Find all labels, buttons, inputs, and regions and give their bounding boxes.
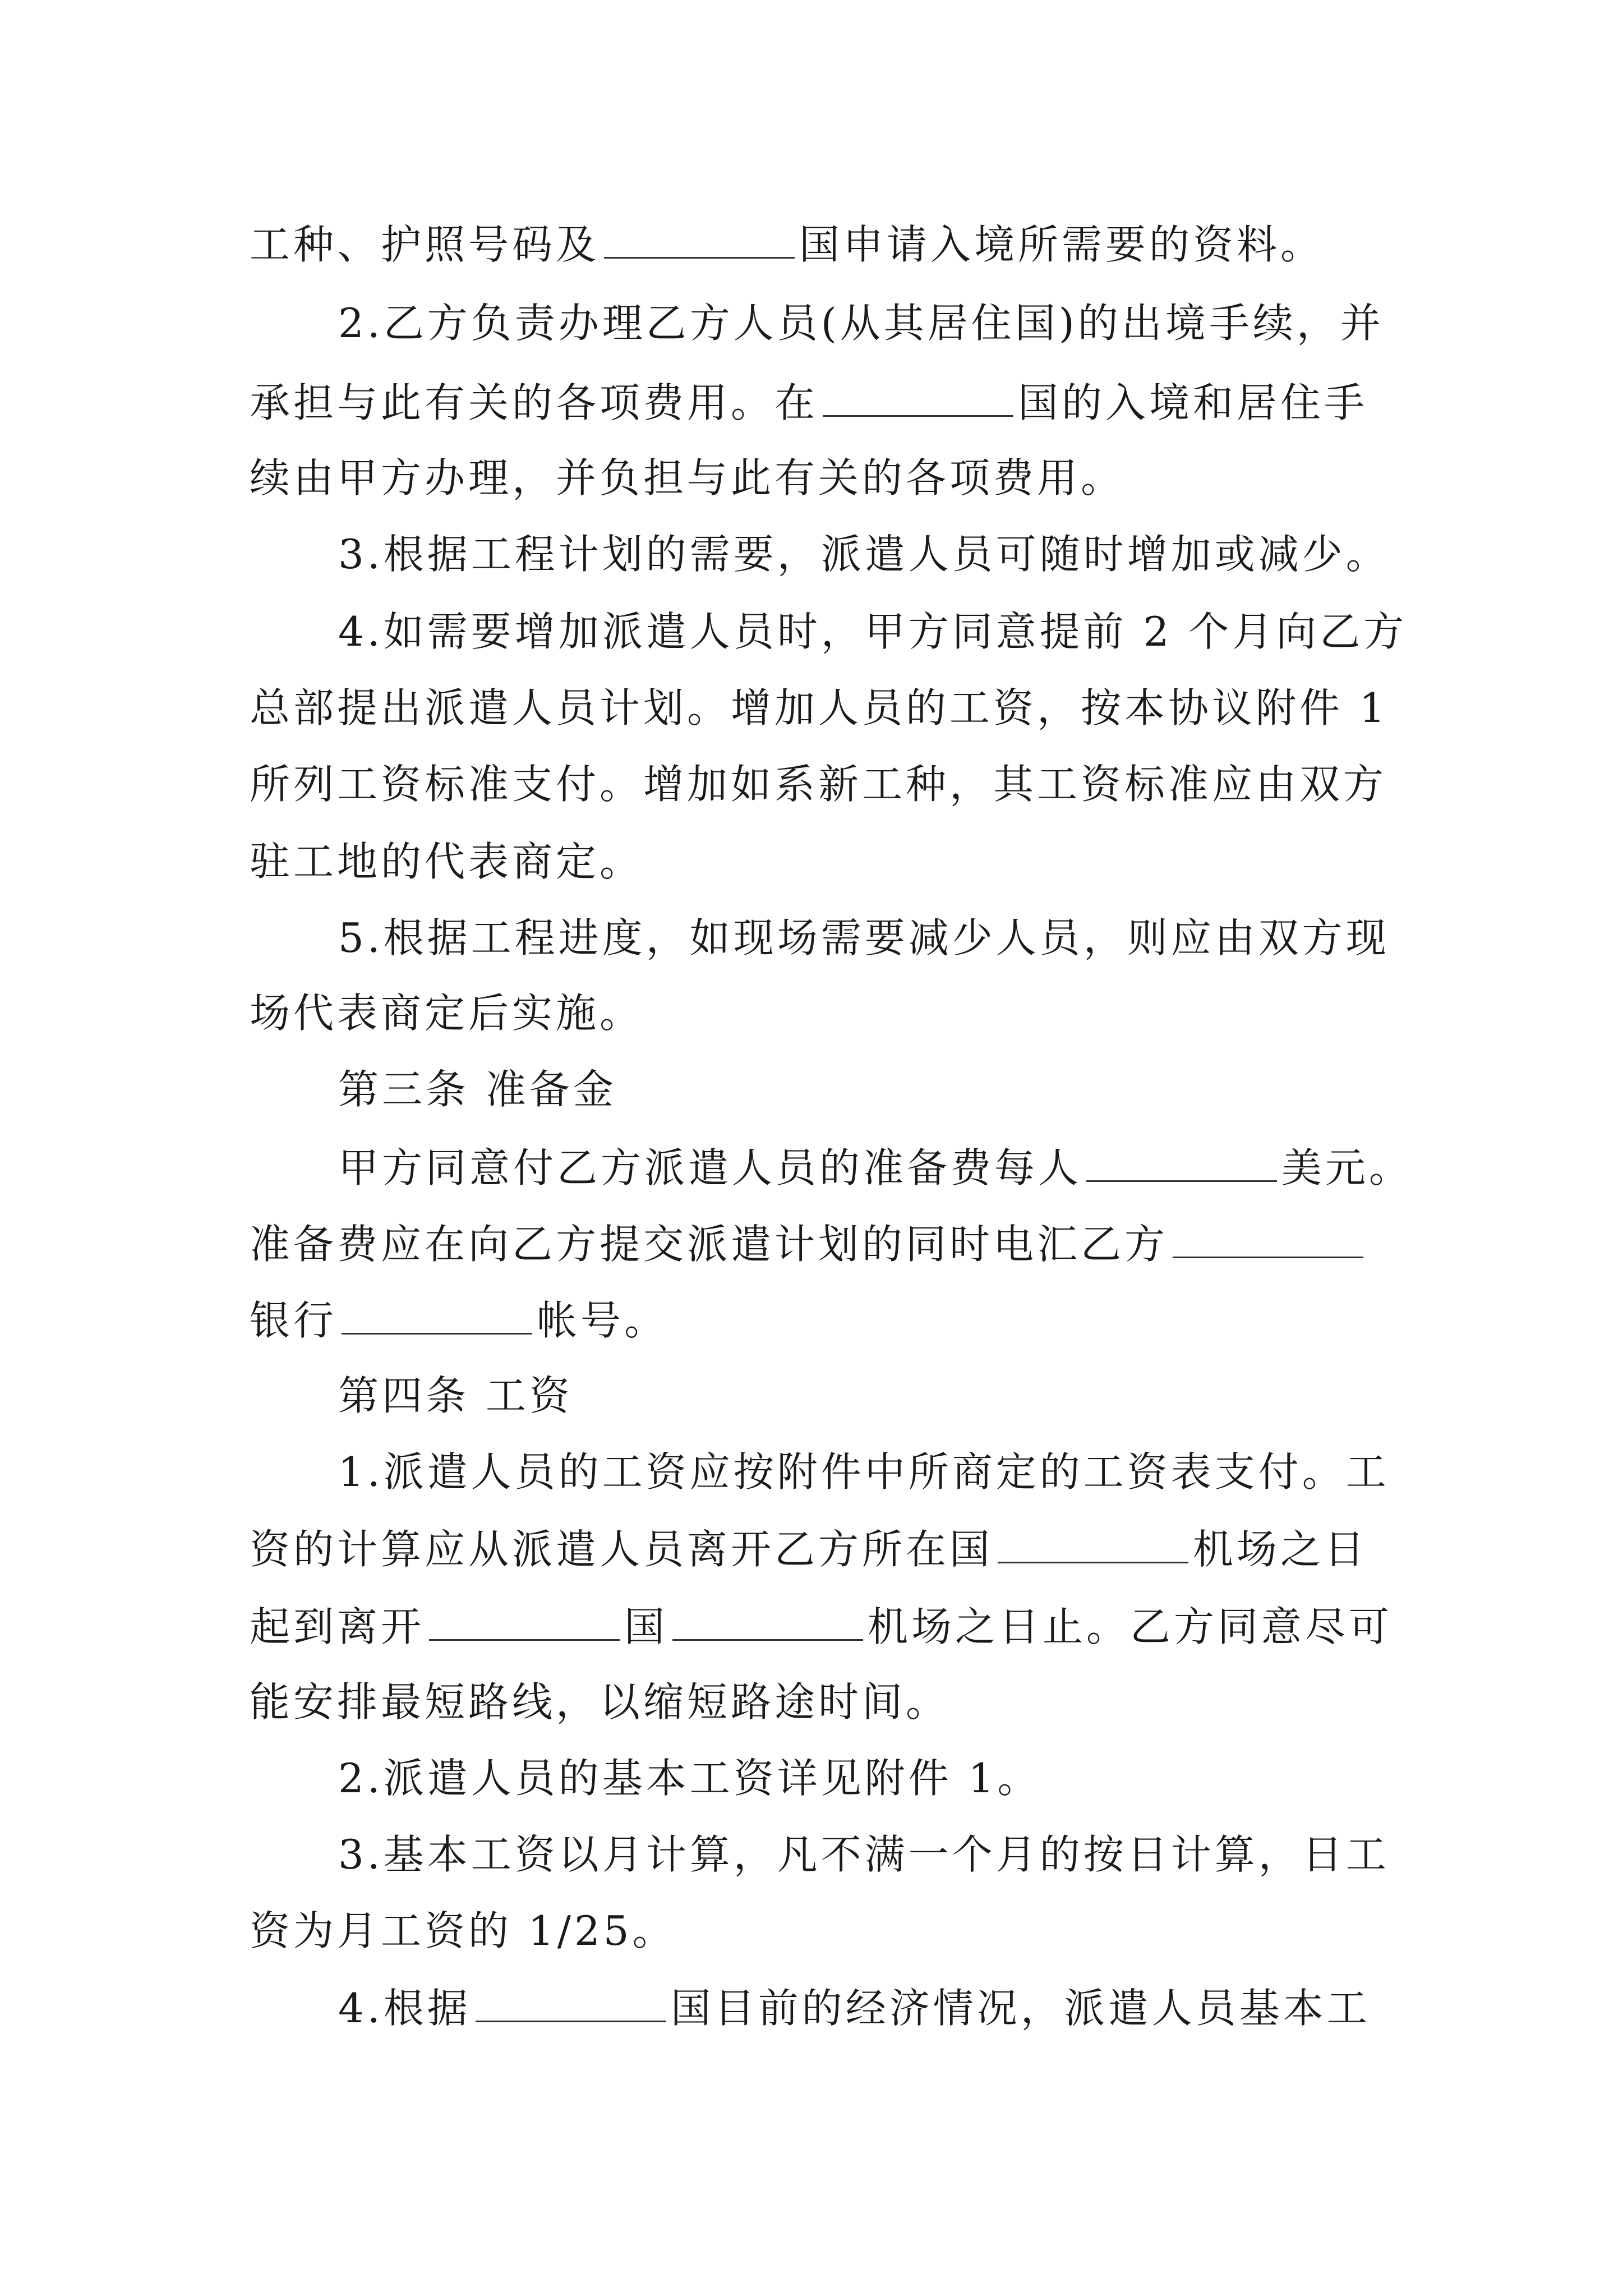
- text-line: 3.根据工程计划的需要，派遣人员可随时增加或减少。: [338, 531, 1390, 578]
- fill-in-blank: [823, 381, 1013, 417]
- fill-in-blank: [604, 223, 795, 259]
- fill-in-blank: [1086, 1147, 1277, 1182]
- fill-in-blank: [998, 1528, 1188, 1563]
- text-line: 4.如需要增加派遣人员时，甲方同意提前 2 个月向乙方: [338, 608, 1408, 655]
- text-line: 工种、护照号码及 国申请入境所需要的资料。: [250, 221, 1325, 268]
- text-line: 所列工资标准支付。增加如系新工种，其工资标准应由双方: [250, 761, 1387, 808]
- text-line: 银行 帐号。: [250, 1297, 668, 1344]
- text-line: 5.根据工程进度，如现场需要减少人员，则应由双方现: [338, 914, 1390, 961]
- fill-in-blank: [672, 1605, 863, 1641]
- text-line: 4.根据 国目前的经济情况，派遣人员基本工: [338, 1985, 1371, 2032]
- section-heading: 第四条 工资: [338, 1372, 573, 1419]
- text-line: 甲方同意付乙方派遣人员的准备费每人 美元。: [338, 1144, 1413, 1191]
- section-heading: 第三条 准备金: [338, 1066, 617, 1113]
- text-line: 承担与此有关的各项费用。在 国的入境和居住手: [250, 379, 1368, 426]
- text-line: 场代表商定后实施。: [250, 990, 644, 1037]
- text-line: 2.乙方负责办理乙方人员(从其居住国)的出境手续，并: [338, 300, 1384, 347]
- fill-in-blank: [342, 1299, 532, 1335]
- text-line: 资为月工资的 1/25。: [250, 1907, 676, 1954]
- text-line: 1.派遣人员的工资应按附件中所商定的工资表支付。工: [338, 1448, 1390, 1496]
- text-line: 3.基本工资以月计算，凡不满一个月的按日计算，日工: [338, 1831, 1390, 1878]
- fill-in-blank: [429, 1605, 620, 1641]
- text-line: 能安排最短路线，以缩短路途时间。: [250, 1678, 950, 1726]
- text-line: 起到离开 国 机场之日止。乙方同意尽可: [250, 1603, 1393, 1650]
- text-line: 总部提出派遣人员计划。增加人员的工资，按本协议附件 1: [250, 684, 1389, 731]
- text-line: 资的计算应从派遣人员离开乙方所在国 机场之日: [250, 1526, 1368, 1573]
- fill-in-blank: [1173, 1223, 1363, 1258]
- text-line: 续由甲方办理，并负担与此有关的各项费用。: [250, 454, 1125, 501]
- text-line: 2.派遣人员的基本工资详见附件 1。: [338, 1755, 1041, 1802]
- fill-in-blank: [476, 1987, 666, 2022]
- text-line: 准备费应在向乙方提交派遣计划的同时电汇乙方: [250, 1223, 1368, 1264]
- text-line: 驻工地的代表商定。: [250, 838, 644, 885]
